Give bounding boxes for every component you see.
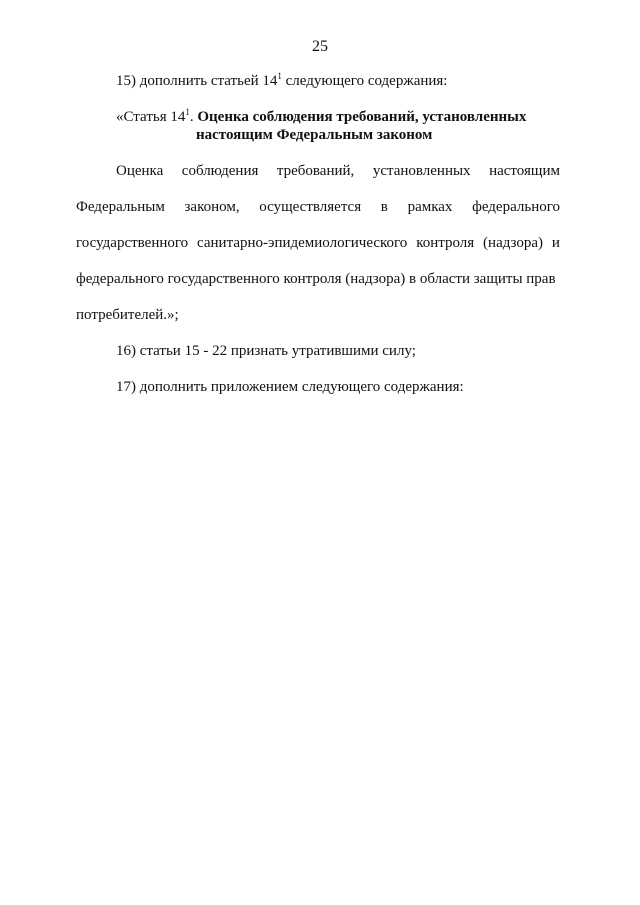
word: (надзора) <box>483 235 544 251</box>
paragraph-line-5: потребителей.»; <box>76 307 179 323</box>
word: Оценка <box>116 163 164 179</box>
item-16: 16) статьи 15 - 22 признать утратившими силу; <box>116 343 416 359</box>
item-15-prefix: 15) дополнить статьей 14 <box>116 73 278 89</box>
item-15 <box>116 72 447 90</box>
word: государственного <box>76 235 189 251</box>
article-dot: . <box>189 109 198 125</box>
paragraph-line-3 <box>76 234 560 252</box>
paragraph-line-4: федерального государственного контроля (надзора) в области защиты прав <box>76 271 556 287</box>
word: и <box>551 235 560 251</box>
item-17: 17) дополнить приложением следующего содержания: <box>116 379 464 395</box>
item-15-superscript: 1 <box>277 71 282 81</box>
article-prefix: «Статья 14 <box>116 109 186 125</box>
word: установленных <box>372 163 471 179</box>
word: осуществляется <box>259 199 362 215</box>
word: контроля <box>416 235 475 251</box>
word: санитарно-эпидемиологического <box>197 235 408 251</box>
word: настоящим <box>489 163 560 179</box>
paragraph-line-1 <box>116 162 560 180</box>
word: законом, <box>184 199 240 215</box>
article-superscript: 1 <box>185 107 190 117</box>
article-heading-line1 <box>116 108 526 126</box>
word: в <box>380 199 388 215</box>
article-title-line1: Оценка соблюдения требований, установленных <box>197 109 527 125</box>
article-title-line2: настоящим Федеральным законом <box>196 127 433 143</box>
page-number: 25 <box>312 38 328 55</box>
word: рамках <box>407 199 453 215</box>
word: федерального <box>472 199 560 215</box>
word: требований, <box>276 163 355 179</box>
item-15-suffix: следующего содержания: <box>281 73 448 89</box>
paragraph-line-2 <box>76 198 560 216</box>
word: соблюдения <box>181 163 259 179</box>
word: Федеральным <box>76 199 165 215</box>
